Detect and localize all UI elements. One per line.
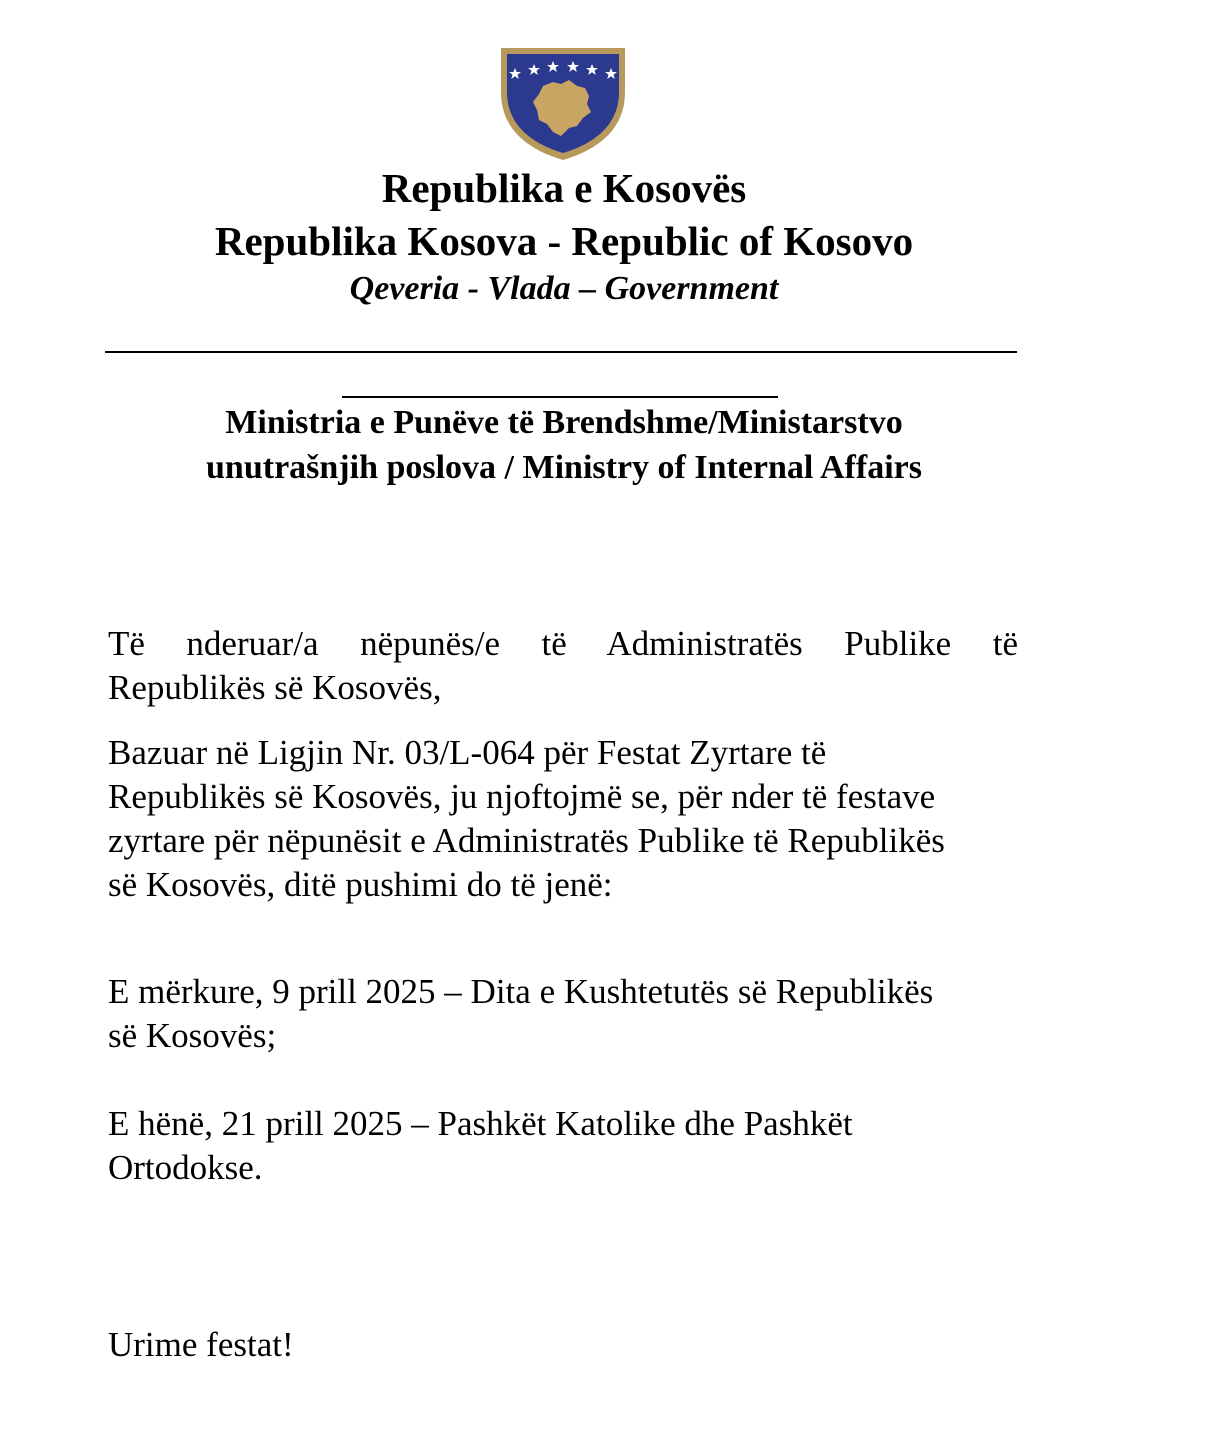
country-name-albanian: Republika e Kosovës	[381, 165, 747, 211]
coat-of-arms-icon	[497, 42, 629, 162]
body-paragraph	[108, 731, 1018, 907]
holiday-easter	[108, 1102, 1018, 1190]
greeting-paragraph	[108, 622, 1018, 710]
body-line: Bazuar në Ligjin Nr. 03/L-064 për Festat Zyrtare të	[108, 733, 827, 772]
ministry-name-line1: Ministria e Punëve të Brendshme/Ministarstvo	[225, 404, 903, 441]
header-divider-long	[105, 351, 1017, 353]
holiday-constitution-day	[108, 970, 1018, 1058]
body-line: Republikës së Kosovës, ju njoftojmë se, për nder të festave	[108, 777, 936, 816]
holiday-line: E mërkure, 9 prill 2025 – Dita e Kushtetutës së Republikës	[108, 972, 934, 1011]
country-name-serbian-english: Republika Kosova - Republic of Kosovo	[214, 218, 914, 264]
holiday-line: Ortodokse.	[108, 1148, 263, 1187]
holiday-line: E hënë, 21 prill 2025 – Pashkët Katolike dhe Pashkët	[108, 1104, 853, 1143]
closing-greeting: Urime festat!	[108, 1325, 294, 1364]
holiday-line: së Kosovës;	[108, 1016, 277, 1055]
government-title: Qeveria - Vlada – Government	[349, 270, 779, 307]
greeting-line: Republikës së Kosovës,	[108, 668, 442, 707]
header-divider-short	[342, 396, 778, 398]
body-line: së Kosovës, ditë pushimi do të jenë:	[108, 865, 613, 904]
body-line: zyrtare për nëpunësit e Administratës Publike të Republikës	[108, 821, 945, 860]
ministry-name-line2: unutrašnjih poslova / Ministry of Internal Affairs	[206, 449, 922, 486]
greeting-line: Të nderuar/a nëpunës/e të Administratës Publike të	[108, 624, 1018, 663]
